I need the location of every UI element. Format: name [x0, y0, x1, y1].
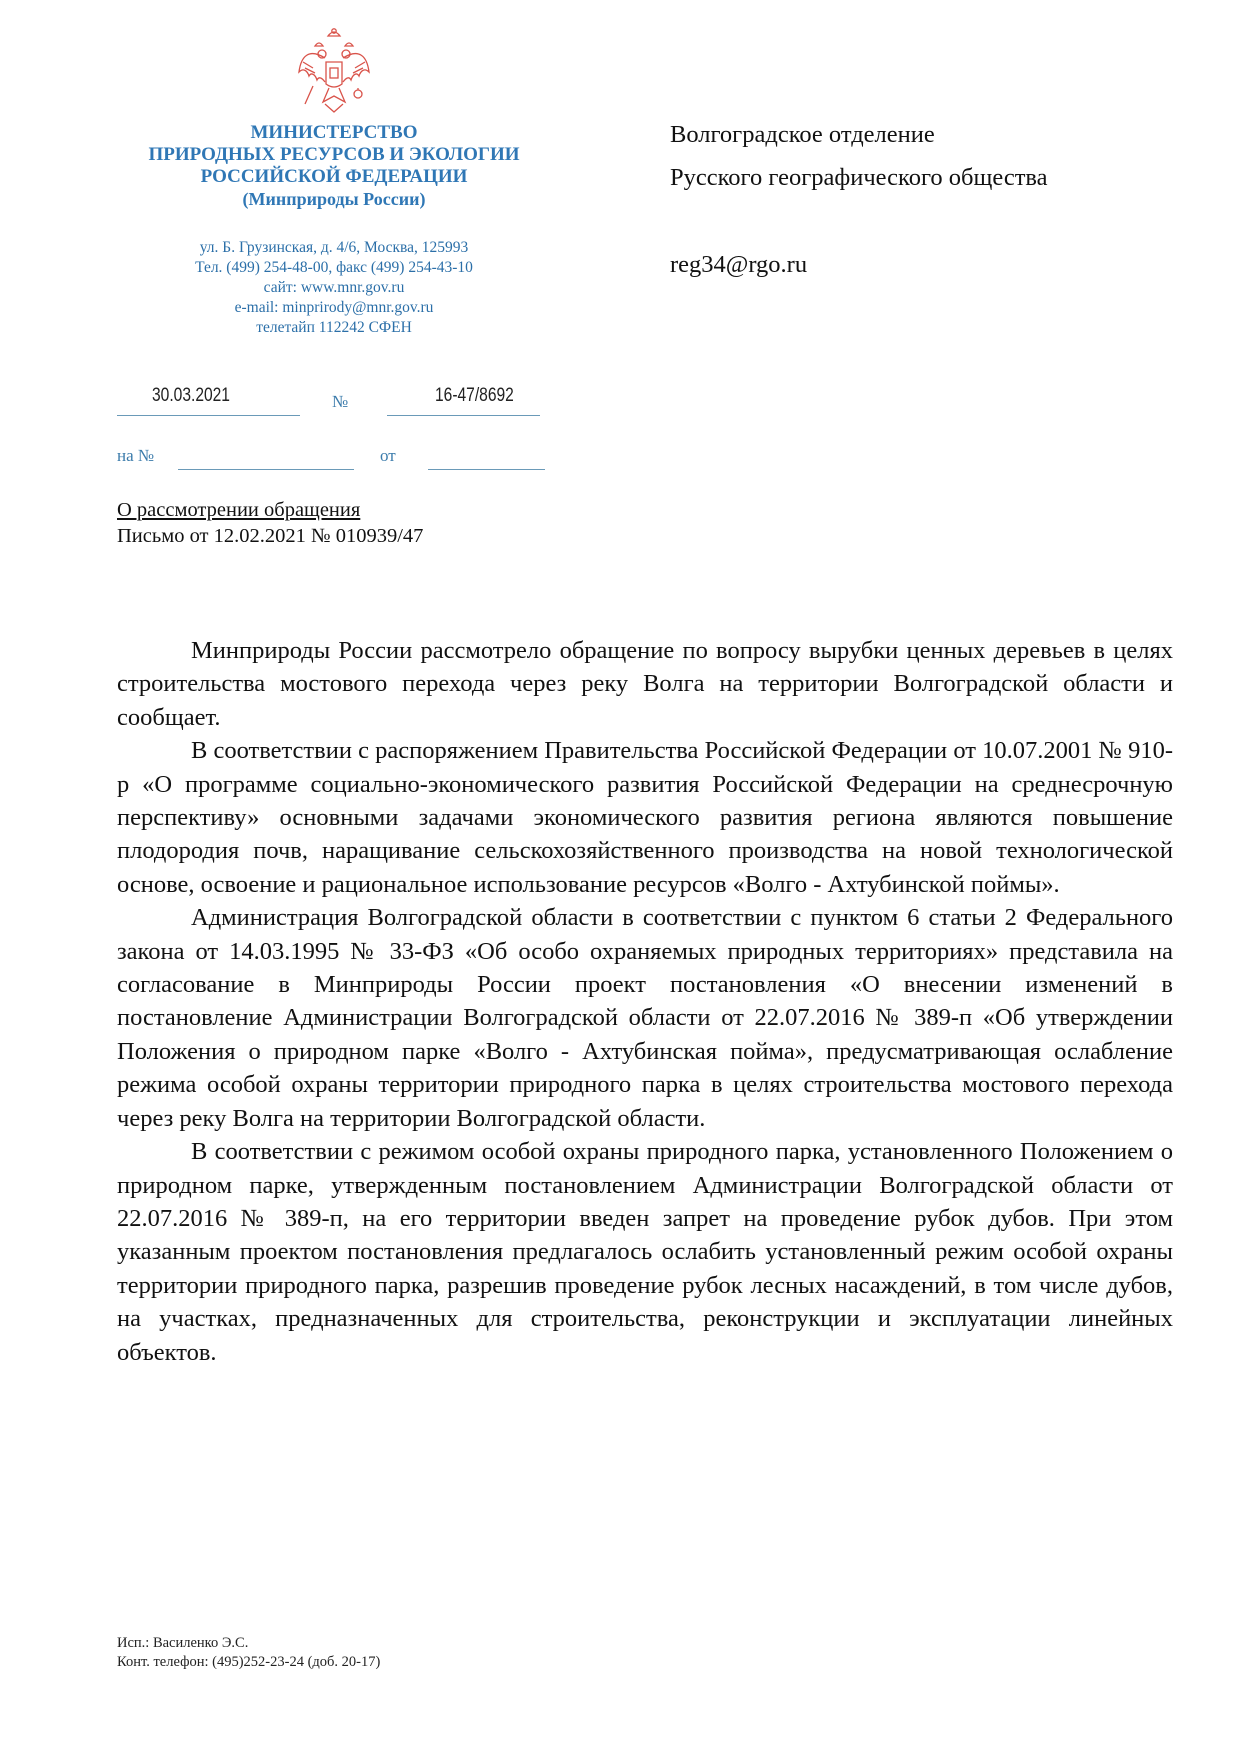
ministry-contacts [110, 238, 558, 338]
subject-reference: Письмо от 12.02.2021 № 010939/47 [117, 525, 424, 547]
paragraph-2: В соответствии с распоряжением Правительства Российской Федерации от 10.07.2001 № 910-р «О программе социально-экономического развития Российской Федерации на среднесрочную перспективу» основными задачами экономического развития региона являются повышение плодородия почв, наращивание сельскохозяйственного производства на новой технологической основе, освоение и рациональное использование ресурсов «Волго - Ахтубинской поймы». [117, 737, 1173, 898]
teletype: телетайп 112242 СФЕН [256, 319, 412, 336]
number-label: № [332, 392, 349, 411]
ministry-name [110, 122, 558, 210]
date-value: 30.03.2021 [152, 385, 230, 406]
reply-to-label: на № [117, 446, 155, 465]
recipient-line-2: Русского географического общества [670, 164, 1048, 191]
letter-body [117, 634, 1173, 1369]
subject-title: О рассмотрении обращения [117, 499, 361, 521]
executor-phone: Конт. телефон: (495)252-23-24 (доб. 20-17) [117, 1654, 381, 1670]
ministry-short-name: (Минприроды России) [242, 189, 426, 209]
recipient-email[interactable]: reg34@rgo.ru [670, 251, 808, 278]
executor-name: Исп.: Василенко Э.С. [117, 1635, 249, 1651]
ministry-line-3: РОССИЙСКОЙ ФЕДЕРАЦИИ [200, 166, 468, 187]
recipient [670, 113, 1048, 286]
website: сайт: www.mnr.gov.ru [263, 279, 405, 296]
number-value: 16-47/8692 [435, 385, 514, 406]
ministry-line-2: ПРИРОДНЫХ РЕСУРСОВ И ЭКОЛОГИИ [148, 144, 520, 165]
recipient-line-1: Волгоградское отделение [670, 121, 935, 148]
number-field [387, 385, 540, 416]
date-field [117, 385, 300, 416]
paragraph-3: Администрация Волгоградской области в соответствии с пунктом 6 статьи 2 Федерального закона от 14.03.1995 № 33-ФЗ «Об особо охраняемых природных территориях» представила на согласование в Минприроды России проект постановления «О внесении изменений в постановление Администрации Волгоградской области от 22.07.2016 № 389-п «Об утверждении Положения о природном парке «Волго - Ахтубинская пойма», предусматривающая ослабление режима особой охраны территории природного парка в целях строительства мостового перехода через реку Волга на территории Волгоградской области. [117, 904, 1173, 1132]
paragraph-1: Минприроды России рассмотрело обращение по вопросу вырубки ценных деревьев в целях строительства мостового перехода через реку Волга на территории Волгоградской области и сообщает. [117, 637, 1173, 731]
coat-of-arms-icon [295, 26, 373, 118]
letterhead [110, 26, 558, 338]
paragraph-4: В соответствии с режимом особой охраны природного парка, установленного Положением о природном парке, утвержденным постановлением Администрации Волгоградской области от 22.07.2016 № 389-п, на его территории введен запрет на проведение рубок дубов. При этом указанным проектом постановления предлагалось ослабить установленный режим особой охраны территории природного парка, разрешив проведение рубок лесных насаждений, в том числе дубов, на участках, предназначенных для строительства, реконструкции и эксплуатации линейных объектов. [117, 1138, 1173, 1366]
from-field [428, 441, 545, 470]
phone-fax: Тел. (499) 254-48-00, факс (499) 254-43-10 [195, 259, 473, 276]
from-label: от [380, 446, 396, 465]
ministry-line-1: МИНИСТЕРСТВО [250, 122, 418, 143]
reply-to-field [178, 441, 354, 470]
footer-executor [117, 1634, 380, 1672]
address: ул. Б. Грузинская, д. 4/6, Москва, 125993 [199, 239, 469, 256]
subject-block [117, 497, 423, 549]
email: e-mail: minprirody@mnr.gov.ru [234, 299, 434, 316]
